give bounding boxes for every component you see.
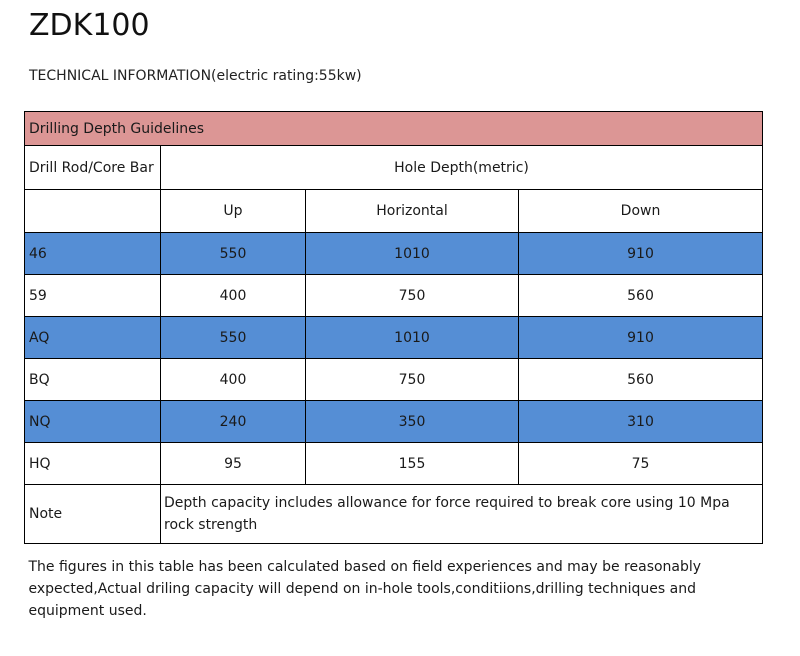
empty-cell — [25, 190, 161, 233]
note-row — [25, 485, 763, 544]
rod-size-cell: NQ — [25, 401, 161, 443]
table-row — [25, 401, 763, 443]
table-row — [25, 317, 763, 359]
column-group-row — [25, 146, 763, 190]
technical-info-subtitle: TECHNICAL INFORMATION(electric rating:55kw) — [29, 68, 362, 84]
table-row — [25, 443, 763, 485]
column-down: Down — [519, 190, 763, 233]
disclaimer-text: The figures in this table has been calculated based on field experiences and may be reasonably expected,Actual driling capacity will depend on in-hole tools,conditiions,drilling techniques and equipment used. — [25, 544, 763, 637]
down-depth-cell: 910 — [519, 233, 763, 275]
note-text: Depth capacity includes allowance for force required to break core using 10 Mpa rock strength — [161, 485, 763, 544]
down-depth-cell: 910 — [519, 317, 763, 359]
horizontal-depth-cell: 350 — [306, 401, 519, 443]
rod-column-label: Drill Rod/Core Bar — [25, 146, 161, 190]
rod-size-cell: BQ — [25, 359, 161, 401]
up-depth-cell: 240 — [161, 401, 306, 443]
up-depth-cell: 550 — [161, 233, 306, 275]
horizontal-depth-cell: 1010 — [306, 233, 519, 275]
horizontal-depth-cell: 750 — [306, 359, 519, 401]
table-header-row — [25, 112, 763, 146]
disclaimer-row — [25, 544, 763, 637]
down-depth-cell: 310 — [519, 401, 763, 443]
rod-size-cell: 46 — [25, 233, 161, 275]
table-header: Drilling Depth Guidelines — [25, 112, 763, 146]
rod-size-cell: HQ — [25, 443, 161, 485]
direction-header-row — [25, 190, 763, 233]
column-up: Up — [161, 190, 306, 233]
up-depth-cell: 550 — [161, 317, 306, 359]
table-row — [25, 359, 763, 401]
hole-depth-label: Hole Depth(metric) — [161, 146, 763, 190]
up-depth-cell: 95 — [161, 443, 306, 485]
note-label: Note — [25, 485, 161, 544]
horizontal-depth-cell: 1010 — [306, 317, 519, 359]
page-title: ZDK100 — [29, 8, 150, 43]
drilling-depth-table — [24, 111, 763, 636]
horizontal-depth-cell: 750 — [306, 275, 519, 317]
column-horizontal: Horizontal — [306, 190, 519, 233]
up-depth-cell: 400 — [161, 359, 306, 401]
horizontal-depth-cell: 155 — [306, 443, 519, 485]
down-depth-cell: 560 — [519, 359, 763, 401]
up-depth-cell: 400 — [161, 275, 306, 317]
down-depth-cell: 75 — [519, 443, 763, 485]
down-depth-cell: 560 — [519, 275, 763, 317]
table-row — [25, 233, 763, 275]
table-row — [25, 275, 763, 317]
rod-size-cell: AQ — [25, 317, 161, 359]
rod-size-cell: 59 — [25, 275, 161, 317]
